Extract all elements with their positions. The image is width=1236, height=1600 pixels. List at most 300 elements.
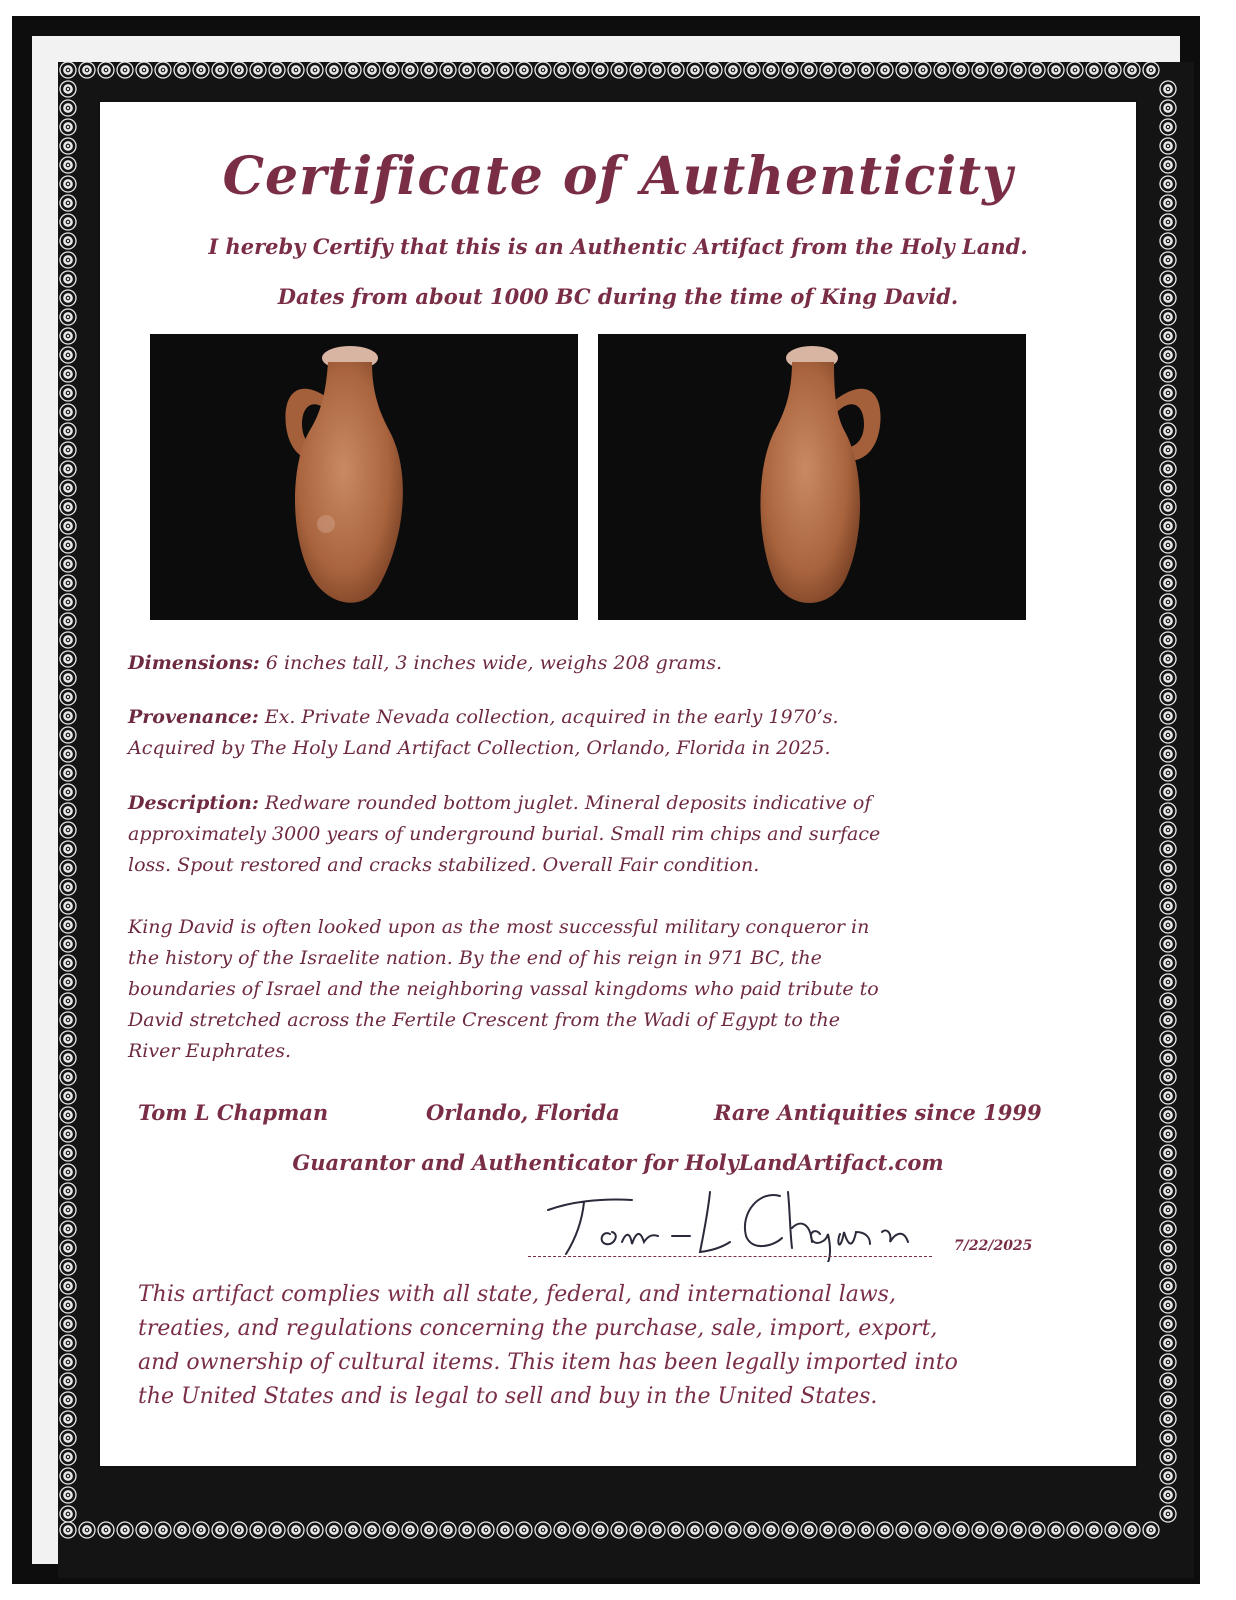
border-ring [1160, 1126, 1176, 1142]
border-ring [706, 1522, 722, 1538]
border-ring [98, 1522, 114, 1538]
border-ring [136, 62, 152, 78]
border-ring [1160, 157, 1176, 173]
border-ring [60, 1012, 76, 1028]
border-ring [231, 62, 247, 78]
border-ring [1160, 1069, 1176, 1085]
border-ring [60, 689, 76, 705]
border-ring [60, 1430, 76, 1446]
border-ring [60, 100, 76, 116]
border-ring [193, 62, 209, 78]
border-ring [611, 1522, 627, 1538]
border-ring [668, 1522, 684, 1538]
border-ring [972, 62, 988, 78]
border-ring [60, 1354, 76, 1370]
border-ring [1160, 1297, 1176, 1313]
border-ring [307, 1522, 323, 1538]
border-ring [706, 62, 722, 78]
border-ring [649, 1522, 665, 1538]
history-line: River Euphrates. [128, 1040, 292, 1062]
border-ring [269, 1522, 285, 1538]
border-ring [60, 1522, 76, 1538]
border-ring [1160, 632, 1176, 648]
border-ring [478, 62, 494, 78]
border-ring [364, 1522, 380, 1538]
guarantor-line: Guarantor and Authenticator for HolyLandArtifact.com [292, 1150, 944, 1175]
border-ring [60, 822, 76, 838]
border-ring [60, 575, 76, 591]
border-ring [60, 537, 76, 553]
border-ring [1160, 404, 1176, 420]
border-ring [668, 62, 684, 78]
border-ring [1160, 100, 1176, 116]
border-ring [1160, 1411, 1176, 1427]
border-ring [60, 955, 76, 971]
border-ring [1160, 670, 1176, 686]
border-ring [60, 290, 76, 306]
border-ring [117, 62, 133, 78]
border-ring [60, 803, 76, 819]
border-ring [1160, 499, 1176, 515]
border-ring [269, 62, 285, 78]
history-line: King David is often looked upon as the most successful military conqueror in [128, 916, 870, 938]
border-ring [839, 62, 855, 78]
border-ring [972, 1522, 988, 1538]
border-ring [1160, 1088, 1176, 1104]
border-ring [1160, 461, 1176, 477]
border-ring [1160, 1354, 1176, 1370]
border-ring [820, 62, 836, 78]
border-ring [820, 1522, 836, 1538]
border-ring [231, 1522, 247, 1538]
border-ring [60, 1316, 76, 1332]
border-ring [573, 62, 589, 78]
provenance-line: Ex. Private Nevada collection, acquired in the early 1970’s. [258, 706, 839, 728]
border-ring [1160, 993, 1176, 1009]
border-ring [459, 1522, 475, 1538]
border-ring [1160, 1487, 1176, 1503]
border-ring [60, 1449, 76, 1465]
border-ring [60, 651, 76, 667]
border-ring [839, 1522, 855, 1538]
border-ring [421, 1522, 437, 1538]
legal-line: treaties, and regulations concerning the purchase, sale, import, export, [138, 1316, 938, 1341]
border-ring [155, 1522, 171, 1538]
border-ring [60, 1487, 76, 1503]
border-ring [801, 1522, 817, 1538]
border-ring [858, 62, 874, 78]
border-ring [60, 993, 76, 1009]
border-ring [1160, 233, 1176, 249]
border-ring [326, 62, 342, 78]
border-ring [1124, 62, 1140, 78]
border-ring [1048, 62, 1064, 78]
border-ring [877, 1522, 893, 1538]
border-ring [212, 1522, 228, 1538]
border-ring [60, 328, 76, 344]
border-ring [1160, 556, 1176, 572]
border-ring [174, 62, 190, 78]
border-ring [79, 1522, 95, 1538]
border-ring [60, 252, 76, 268]
legal-compliance-paragraph [138, 1278, 1098, 1414]
signature-date: 7/22/2025 [954, 1238, 1033, 1254]
border-ring [60, 1506, 76, 1522]
border-ring [1160, 81, 1176, 97]
description-line: approximately 3000 years of underground burial. Small rim chips and surface [128, 823, 881, 845]
border-ring [535, 1522, 551, 1538]
border-ring [1160, 746, 1176, 762]
border-ring [364, 62, 380, 78]
border-ring [478, 1522, 494, 1538]
border-ring [60, 442, 76, 458]
border-ring [516, 1522, 532, 1538]
provenance-label: Provenance: [128, 706, 259, 728]
border-ring [60, 936, 76, 952]
border-ring [60, 1373, 76, 1389]
border-ring [60, 385, 76, 401]
history-line: the history of the Israelite nation. By the end of his reign in 971 BC, the [128, 947, 822, 969]
border-ring [60, 974, 76, 990]
certificate-panel [98, 100, 1138, 1468]
border-ring [953, 62, 969, 78]
artifact-photo-front [150, 334, 578, 620]
border-ring [60, 765, 76, 781]
border-ring [1160, 1164, 1176, 1180]
border-ring [763, 1522, 779, 1538]
border-ring [440, 1522, 456, 1538]
border-ring [459, 62, 475, 78]
border-ring [60, 860, 76, 876]
border-ring [934, 62, 950, 78]
border-ring [782, 1522, 798, 1538]
border-ring [1160, 423, 1176, 439]
border-ring [915, 62, 931, 78]
legal-line: This artifact complies with all state, federal, and international laws, [138, 1282, 896, 1307]
border-ring [1086, 1522, 1102, 1538]
border-ring [60, 556, 76, 572]
border-ring [250, 62, 266, 78]
border-ring [1160, 1012, 1176, 1028]
border-ring [1160, 803, 1176, 819]
border-ring [1160, 138, 1176, 154]
border-ring [60, 1164, 76, 1180]
border-ring [288, 1522, 304, 1538]
border-ring [326, 1522, 342, 1538]
description-section [128, 788, 1048, 881]
border-ring [1160, 727, 1176, 743]
provenance-line: Acquired by The Holy Land Artifact Collection, Orlando, Florida in 2025. [128, 737, 831, 759]
border-ring [250, 1522, 266, 1538]
border-ring [117, 1522, 133, 1538]
border-ring [1160, 917, 1176, 933]
date-statement: Dates from about 1000 BC during the time of King David. [277, 284, 959, 309]
border-ring [1160, 1278, 1176, 1294]
legal-line: the United States and is legal to sell and buy in the United States. [138, 1384, 878, 1409]
border-ring [60, 594, 76, 610]
border-ring [592, 1522, 608, 1538]
history-line: David stretched across the Fertile Crescent from the Wadi of Egypt to the [128, 1009, 840, 1031]
border-ring [60, 1278, 76, 1294]
border-ring [1160, 518, 1176, 534]
border-ring [60, 841, 76, 857]
border-ring [554, 1522, 570, 1538]
border-ring [1160, 252, 1176, 268]
history-paragraph [128, 912, 1048, 1067]
dimensions-section [128, 648, 1048, 679]
border-ring [1160, 366, 1176, 382]
border-ring [1160, 822, 1176, 838]
border-ring [782, 62, 798, 78]
border-ring [1160, 442, 1176, 458]
border-ring [60, 784, 76, 800]
dimensions-label: Dimensions: [128, 652, 260, 674]
border-ring [60, 233, 76, 249]
border-ring [744, 1522, 760, 1538]
border-ring [991, 1522, 1007, 1538]
border-ring [60, 746, 76, 762]
border-ring [1160, 119, 1176, 135]
border-ring [1160, 860, 1176, 876]
border-ring [1160, 879, 1176, 895]
border-ring [535, 62, 551, 78]
border-ring [60, 271, 76, 287]
border-ring [801, 62, 817, 78]
border-ring [60, 499, 76, 515]
border-ring [60, 1240, 76, 1256]
border-ring [1048, 1522, 1064, 1538]
border-ring [725, 1522, 741, 1538]
border-ring [1160, 841, 1176, 857]
border-ring [1160, 1430, 1176, 1446]
border-ring [60, 1107, 76, 1123]
signatory-tagline: Rare Antiquities since 1999 [714, 1100, 1042, 1125]
border-ring [60, 518, 76, 534]
border-ring [1160, 176, 1176, 192]
border-ring [1160, 1259, 1176, 1275]
signatory-location: Orlando, Florida [426, 1100, 620, 1125]
border-ring [744, 62, 760, 78]
border-ring [1160, 328, 1176, 344]
border-ring [60, 1050, 76, 1066]
border-ring [1160, 1449, 1176, 1465]
border-ring [60, 366, 76, 382]
artifact-photo-back [598, 334, 1026, 620]
border-ring [60, 1145, 76, 1161]
border-ring [1160, 1335, 1176, 1351]
border-ring [440, 62, 456, 78]
border-ring [763, 62, 779, 78]
border-ring [687, 62, 703, 78]
history-line: boundaries of Israel and the neighboring vassal kingdoms who paid tribute to [128, 978, 879, 1000]
border-ring [174, 1522, 190, 1538]
border-ring [1160, 594, 1176, 610]
border-ring [60, 81, 76, 97]
border-ring [1010, 62, 1026, 78]
border-ring [1160, 271, 1176, 287]
border-ring [1160, 708, 1176, 724]
border-ring [1105, 1522, 1121, 1538]
border-ring [345, 1522, 361, 1538]
border-ring [1010, 1522, 1026, 1538]
border-ring [554, 62, 570, 78]
border-ring [60, 404, 76, 420]
handwritten-signature [540, 1172, 940, 1262]
border-ring [687, 1522, 703, 1538]
border-ring [1160, 1506, 1176, 1522]
border-ring [421, 62, 437, 78]
border-ring [1160, 1031, 1176, 1047]
border-ring [60, 632, 76, 648]
border-ring [1160, 1050, 1176, 1066]
border-ring [1160, 290, 1176, 306]
border-ring [212, 62, 228, 78]
border-ring [1160, 195, 1176, 211]
provenance-section [128, 702, 1048, 764]
border-ring [1160, 1373, 1176, 1389]
border-ring [497, 62, 513, 78]
border-ring [991, 62, 1007, 78]
border-ring [1160, 1107, 1176, 1123]
border-ring [573, 1522, 589, 1538]
border-ring [1160, 955, 1176, 971]
border-ring [896, 62, 912, 78]
border-ring [649, 62, 665, 78]
border-ring [60, 1297, 76, 1313]
border-ring [592, 62, 608, 78]
border-ring [1160, 309, 1176, 325]
border-ring [60, 1411, 76, 1427]
border-ring [953, 1522, 969, 1538]
border-ring [60, 1392, 76, 1408]
border-ring [60, 138, 76, 154]
border-ring [60, 727, 76, 743]
border-ring [934, 1522, 950, 1538]
border-ring [60, 480, 76, 496]
border-ring [858, 1522, 874, 1538]
border-ring [136, 1522, 152, 1538]
border-ring [877, 62, 893, 78]
border-ring [915, 1522, 931, 1538]
border-ring [1160, 1468, 1176, 1484]
border-ring [1124, 1522, 1140, 1538]
border-ring [896, 1522, 912, 1538]
border-ring [516, 62, 532, 78]
border-ring [60, 898, 76, 914]
border-ring [1160, 1221, 1176, 1237]
certificate-title: Certificate of Authenticity [222, 146, 1014, 207]
border-ring [1160, 537, 1176, 553]
border-ring [402, 62, 418, 78]
juglet-image [598, 334, 1026, 620]
border-ring [60, 1069, 76, 1085]
border-ring [60, 1126, 76, 1142]
border-ring [60, 195, 76, 211]
border-ring [611, 62, 627, 78]
border-ring [60, 879, 76, 895]
border-ring [193, 1522, 209, 1538]
signatory-name: Tom L Chapman [138, 1100, 329, 1125]
border-ring [630, 1522, 646, 1538]
border-ring [1160, 214, 1176, 230]
border-ring [1160, 1392, 1176, 1408]
border-ring [1067, 1522, 1083, 1538]
border-ring [1160, 1316, 1176, 1332]
border-ring [1160, 575, 1176, 591]
border-ring [60, 1031, 76, 1047]
border-ring [1160, 898, 1176, 914]
border-ring [1160, 1183, 1176, 1199]
border-ring [1086, 62, 1102, 78]
border-ring [1160, 974, 1176, 990]
border-ring [60, 309, 76, 325]
border-ring [60, 461, 76, 477]
border-ring [1160, 385, 1176, 401]
border-ring [345, 62, 361, 78]
border-ring [60, 1088, 76, 1104]
border-ring [155, 62, 171, 78]
border-ring [60, 670, 76, 686]
border-ring [1160, 480, 1176, 496]
legal-line: and ownership of cultural items. This item has been legally imported into [138, 1350, 958, 1375]
border-ring [1143, 62, 1159, 78]
border-ring [79, 62, 95, 78]
description-line: Redware rounded bottom juglet. Mineral deposits indicative of [258, 792, 872, 814]
border-ring [60, 1183, 76, 1199]
border-ring [1160, 765, 1176, 781]
border-ring [402, 1522, 418, 1538]
border-ring [1160, 347, 1176, 363]
border-ring [1160, 651, 1176, 667]
border-ring [383, 1522, 399, 1538]
border-ring [60, 917, 76, 933]
border-ring [60, 214, 76, 230]
border-ring [60, 62, 76, 78]
border-ring [1160, 1240, 1176, 1256]
border-ring [630, 62, 646, 78]
border-ring [1160, 689, 1176, 705]
border-ring [725, 62, 741, 78]
border-ring [60, 1202, 76, 1218]
border-ring [60, 157, 76, 173]
border-ring [98, 62, 114, 78]
description-line: loss. Spout restored and cracks stabilized. Overall Fair condition. [128, 854, 760, 876]
border-ring [1160, 936, 1176, 952]
border-ring [1160, 613, 1176, 629]
description-label: Description: [128, 792, 259, 814]
border-ring [60, 1468, 76, 1484]
border-ring [60, 347, 76, 363]
border-ring [1160, 784, 1176, 800]
border-ring [60, 613, 76, 629]
certify-statement: I hereby Certify that this is an Authentic Artifact from the Holy Land. [208, 234, 1028, 259]
dimensions-text: 6 inches tall, 3 inches wide, weighs 208 grams. [259, 652, 723, 674]
border-ring [60, 1259, 76, 1275]
border-ring [307, 62, 323, 78]
border-ring [1160, 1202, 1176, 1218]
border-ring [497, 1522, 513, 1538]
border-ring [1029, 62, 1045, 78]
border-ring [60, 708, 76, 724]
border-ring [288, 62, 304, 78]
border-ring [60, 423, 76, 439]
border-ring [1105, 62, 1121, 78]
border-ring [60, 1335, 76, 1351]
border-ring [1067, 62, 1083, 78]
border-ring [1029, 1522, 1045, 1538]
border-ring [60, 176, 76, 192]
border-ring [60, 1221, 76, 1237]
